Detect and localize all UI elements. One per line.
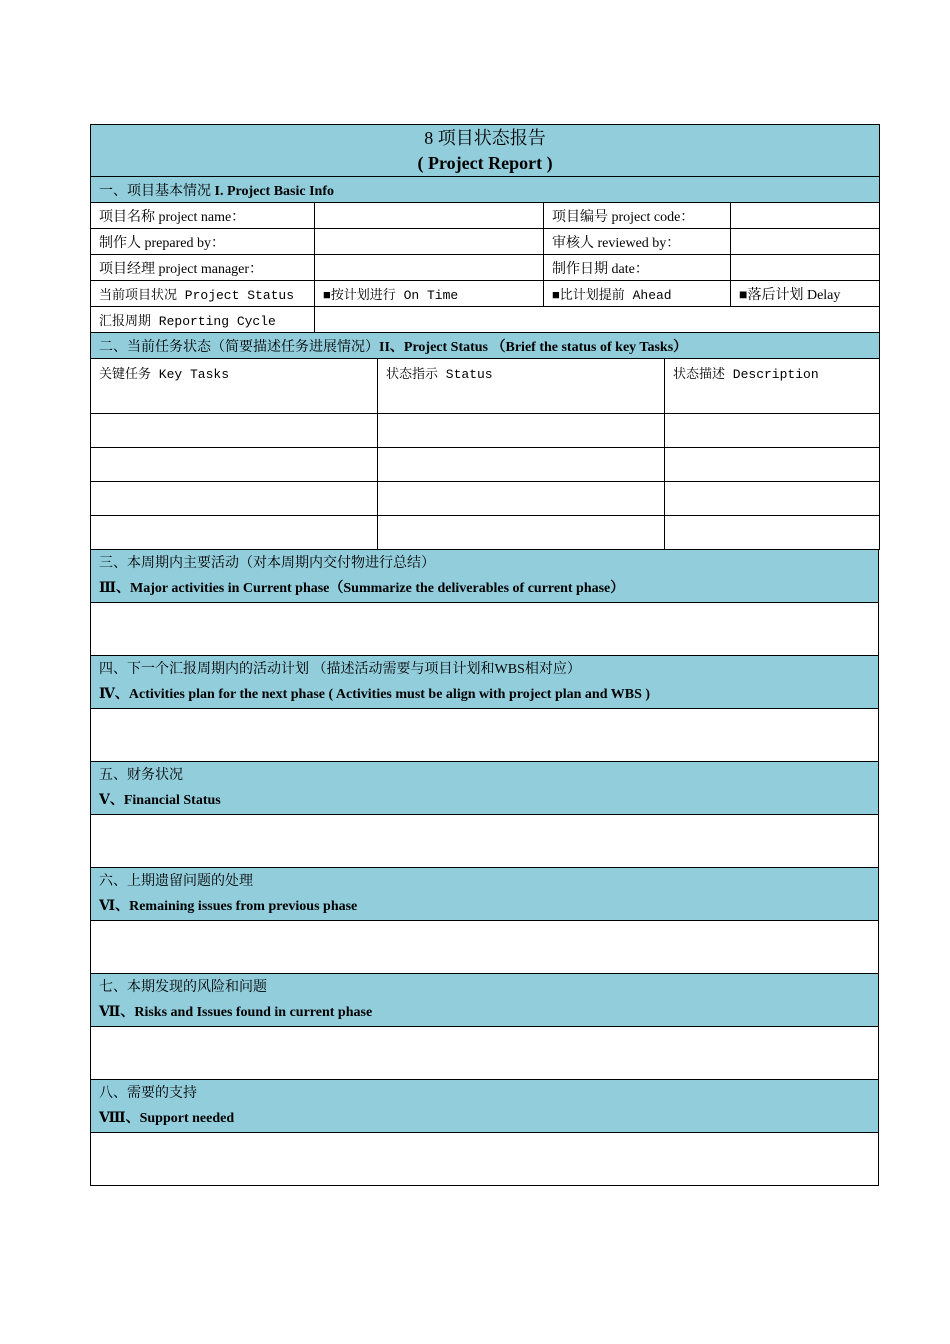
prepared-by-field[interactable] xyxy=(315,229,544,255)
task-cell[interactable] xyxy=(91,448,378,482)
prepared-by-label: 制作人 prepared by： xyxy=(91,229,315,255)
column-status: 状态指示 Status xyxy=(378,359,665,414)
section-3-content[interactable] xyxy=(91,603,879,656)
task-cell[interactable] xyxy=(91,516,378,550)
section-4-content[interactable] xyxy=(91,709,879,762)
status-ahead-checkbox[interactable]: ■比计划提前 Ahead xyxy=(544,281,731,307)
description-cell[interactable] xyxy=(665,414,880,448)
key-tasks-table xyxy=(90,358,880,550)
project-name-field[interactable] xyxy=(315,203,544,229)
status-cell[interactable] xyxy=(378,414,665,448)
project-manager-label: 项目经理 project manager： xyxy=(91,255,315,281)
section-7-content[interactable] xyxy=(91,1027,879,1080)
phase-sections-table xyxy=(90,549,879,1186)
date-label: 制作日期 date： xyxy=(544,255,731,281)
status-cell[interactable] xyxy=(378,482,665,516)
column-key-tasks: 关键任务 Key Tasks xyxy=(91,359,378,414)
section-2-header: 二、当前任务状态（简要描述任务进展情况）II、Project Status （Brief the status of key Tasks） xyxy=(91,333,880,359)
status-cell[interactable] xyxy=(378,448,665,482)
task-cell[interactable] xyxy=(91,482,378,516)
reporting-cycle-field[interactable] xyxy=(315,307,880,333)
section-8-header: 八、需要的支持 Ⅷ、Support needed xyxy=(91,1080,879,1133)
section-5-content[interactable] xyxy=(91,815,879,868)
description-cell[interactable] xyxy=(665,482,880,516)
reviewed-by-field[interactable] xyxy=(731,229,880,255)
reporting-cycle-label: 汇报周期 Reporting Cycle xyxy=(91,307,315,333)
status-cell[interactable] xyxy=(378,516,665,550)
section-8-content[interactable] xyxy=(91,1133,879,1186)
section-5-header: 五、财务状况 Ⅴ、Financial Status xyxy=(91,762,879,815)
section-6-header: 六、上期遗留问题的处理 Ⅵ、Remaining issues from previous phase xyxy=(91,868,879,921)
basic-info-table xyxy=(90,124,880,359)
report-title xyxy=(91,125,880,177)
project-code-label: 项目编号 project code： xyxy=(544,203,731,229)
section-7-header: 七、本期发现的风险和问题 Ⅶ、Risks and Issues found in current phase xyxy=(91,974,879,1027)
status-delay-checkbox[interactable]: ■落后计划 Delay xyxy=(731,281,880,307)
column-description: 状态描述 Description xyxy=(665,359,880,414)
title-en: ( Project Report ) xyxy=(417,152,553,173)
reviewed-by-label: 审核人 reviewed by： xyxy=(544,229,731,255)
task-cell[interactable] xyxy=(91,414,378,448)
date-field[interactable] xyxy=(731,255,880,281)
project-report-form xyxy=(90,124,879,1186)
section-1-header: 一、项目基本情况 I. Project Basic Info xyxy=(91,177,880,203)
section-3-header: 三、本周期内主要活动（对本周期内交付物进行总结） Ⅲ、Major activities in Current phase（Summarize the deliverables of current phase） xyxy=(91,550,879,603)
project-name-label: 项目名称 project name： xyxy=(91,203,315,229)
project-manager-field[interactable] xyxy=(315,255,544,281)
section-4-header: 四、下一个汇报周期内的活动计划 （描述活动需要与项目计划和WBS相对应） Ⅳ、Activities plan for the next phase ( Activities must be align with project plan and WBS ) xyxy=(91,656,879,709)
title-cn: 8 项目状态报告 xyxy=(424,127,546,148)
project-status-label: 当前项目状况 Project Status xyxy=(91,281,315,307)
status-on-time-checkbox[interactable]: ■按计划进行 On Time xyxy=(315,281,544,307)
description-cell[interactable] xyxy=(665,516,880,550)
project-code-field[interactable] xyxy=(731,203,880,229)
section-6-content[interactable] xyxy=(91,921,879,974)
description-cell[interactable] xyxy=(665,448,880,482)
